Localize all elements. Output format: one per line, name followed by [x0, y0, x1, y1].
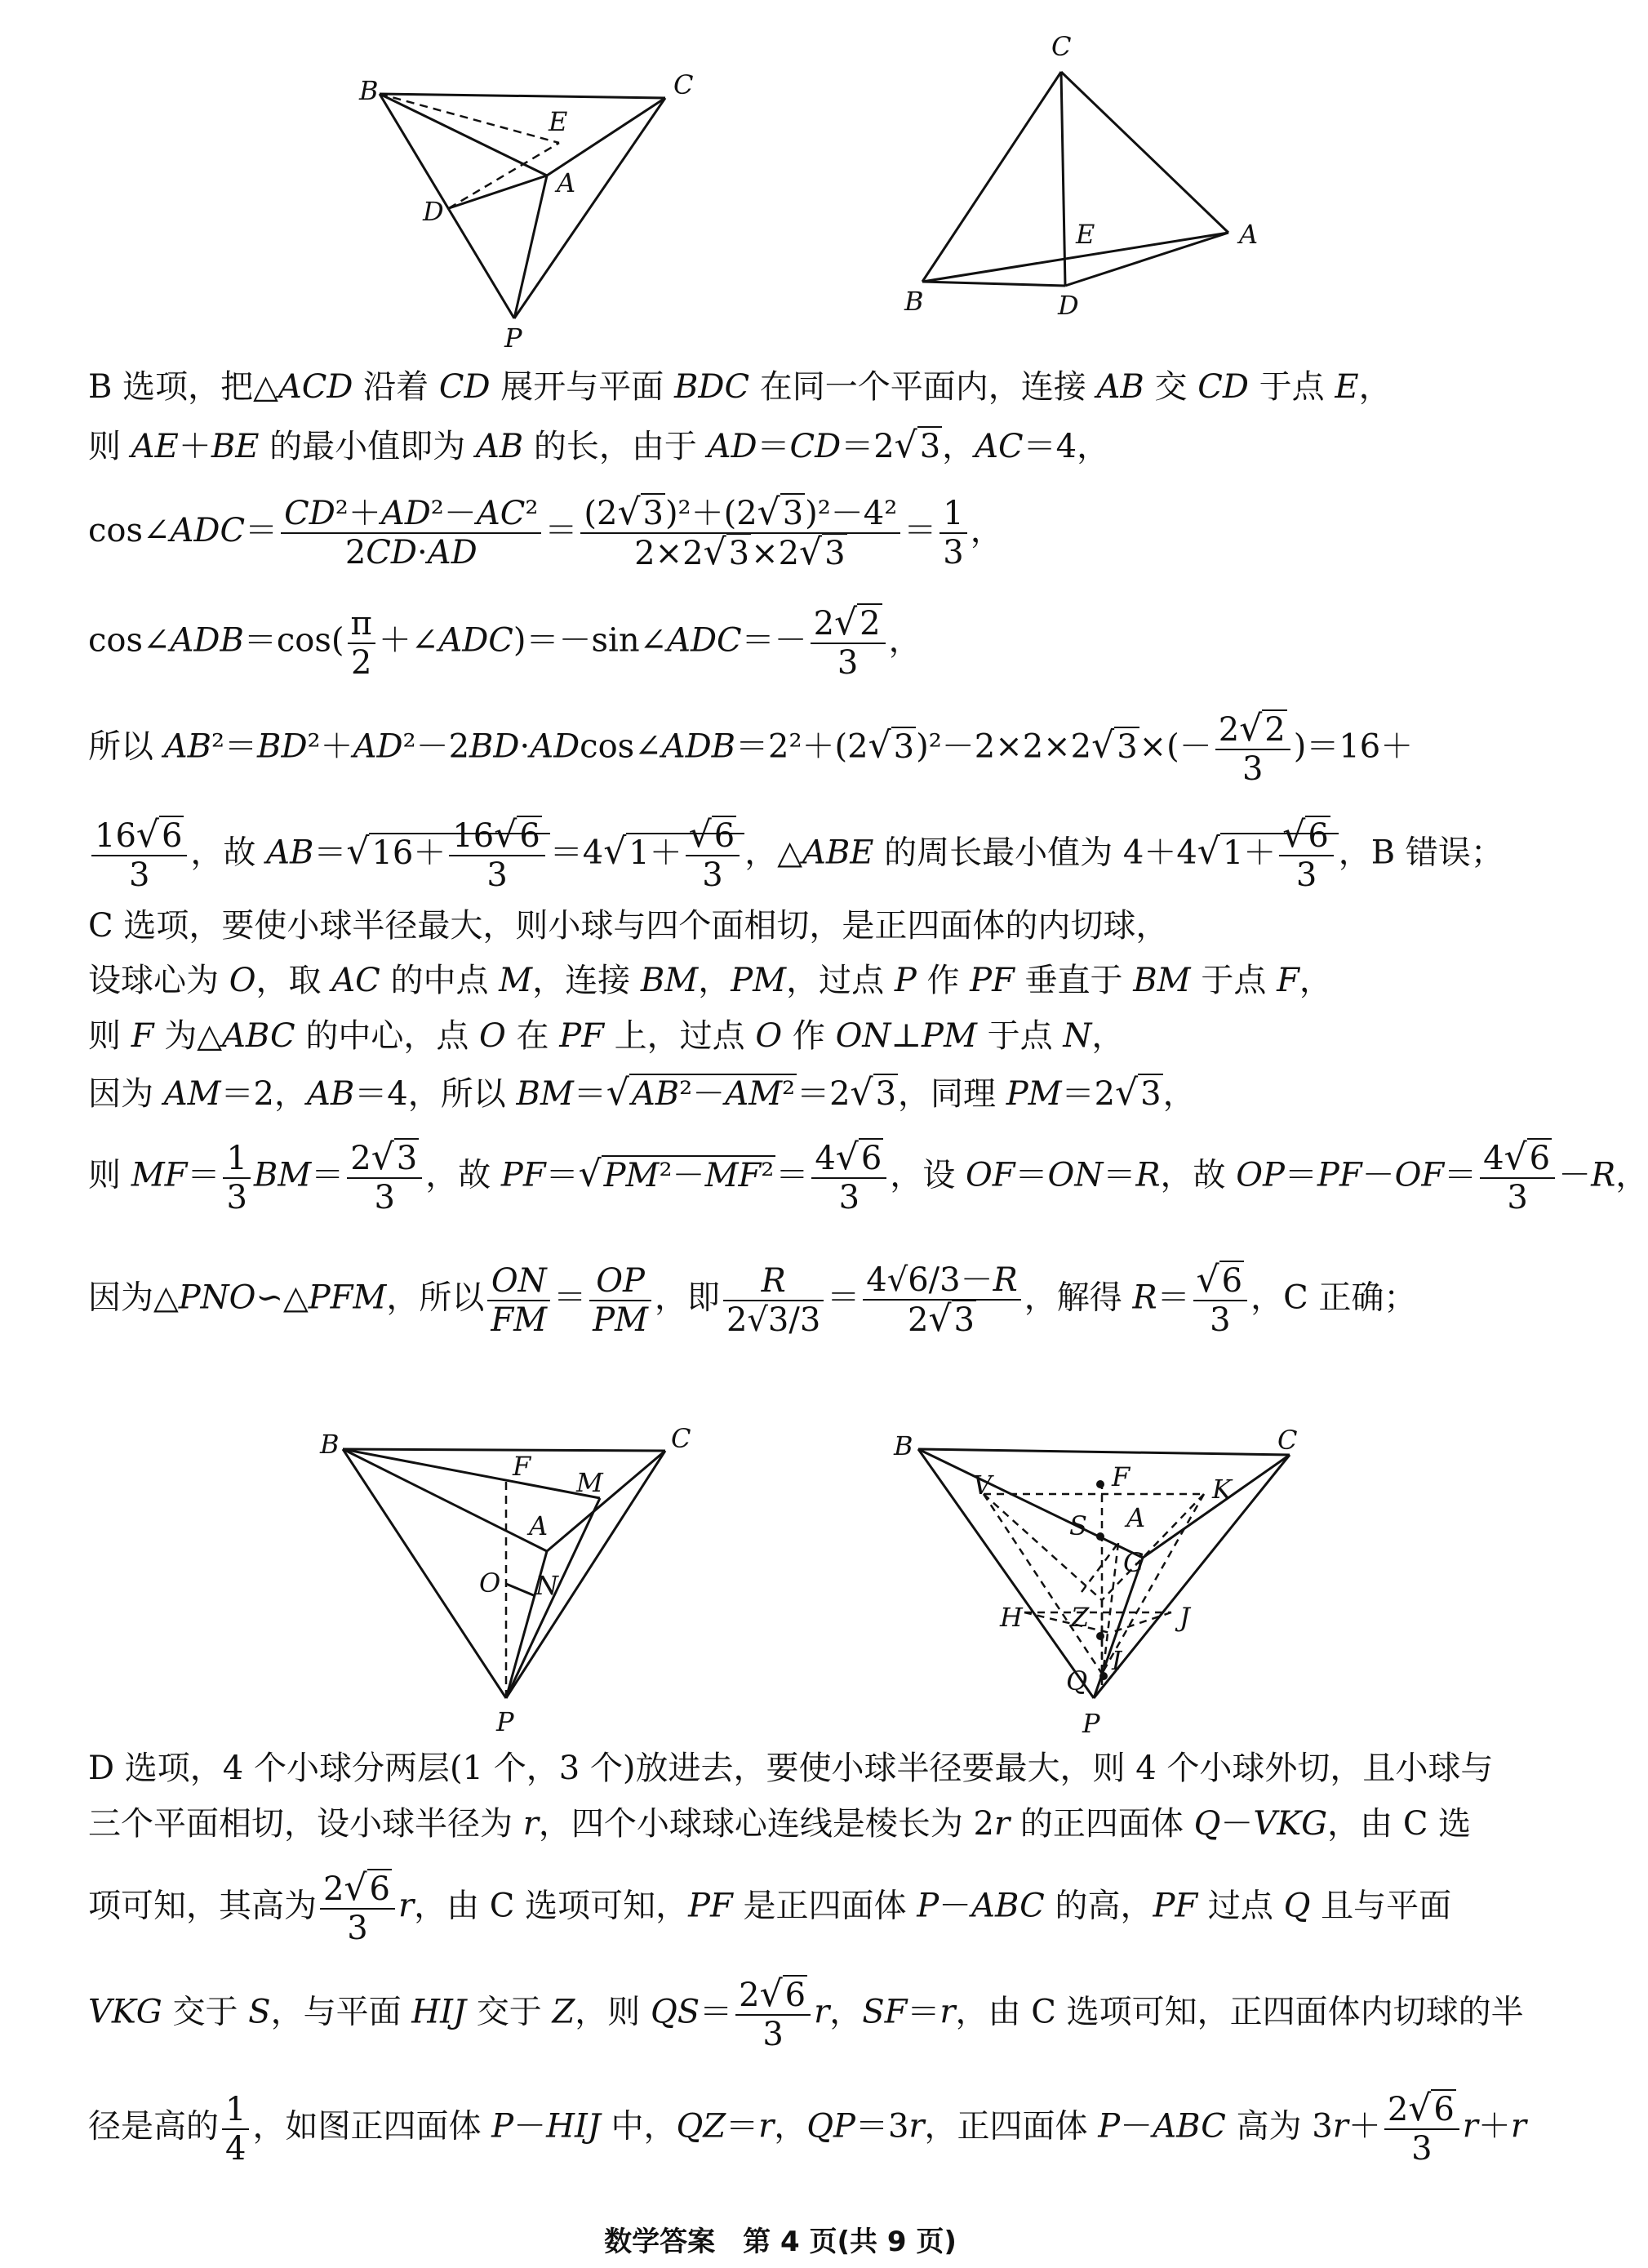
fig1-label-B: B — [359, 75, 379, 106]
c-option-line-4: 因为 AM＝2，AB＝4，所以 BM＝√AB²－AM²＝2√3，同理 PM＝2√3， — [88, 1072, 1196, 1114]
c-option-line-3: 则 F 为△ABC 的中心，点 O 在 PF 上，过点 O 作 ON⊥PM 于点 N， — [88, 1017, 1125, 1055]
figure-2-unfolded — [898, 24, 1273, 335]
fig4-label-A: A — [1126, 1502, 1146, 1533]
fig3-label-N: N — [535, 1570, 558, 1601]
fig2-label-E: E — [1076, 219, 1095, 250]
fig3-label-M: M — [576, 1467, 603, 1498]
fig4-label-Z: Z — [1071, 1602, 1090, 1633]
fig4-label-K: K — [1212, 1474, 1232, 1505]
fig4-label-V: V — [973, 1470, 993, 1501]
fig2-label-A: A — [1239, 219, 1259, 250]
b-option-line-2: 则 AE＋BE 的最小值即为 AB 的长，由于 AD＝CD＝2√3，AC＝4， — [88, 425, 1110, 466]
fig1-label-P: P — [504, 322, 522, 354]
fig3-label-F: F — [513, 1451, 531, 1482]
b-option-line-5: 所以 AB²＝BD²＋AD²－2BD·ADcos∠ADB＝2²＋(2√3)²－2×2×2√3×(－ $\frac{2√2}{3}$ )＝16＋ — [88, 708, 1414, 788]
fig4-label-S: S — [1069, 1510, 1087, 1541]
fig4-label-I: I — [1112, 1645, 1122, 1676]
fig3-label-B: B — [320, 1429, 340, 1460]
fig4-label-F: F — [1112, 1461, 1131, 1492]
fig4-label-G: G — [1123, 1547, 1144, 1578]
b-option-line-1: B 选项，把△ACD 沿着 CD 展开与平面 BDC 在同一个平面内，连接 AB 交 CD 于点 E， — [88, 368, 1392, 406]
fig3-label-O: O — [479, 1568, 501, 1599]
c-option-line-1: C 选项，要使小球半径最大，则小球与四个面相切，是正四面体的内切球， — [88, 907, 1169, 945]
figure-4-four-spheres — [882, 1412, 1306, 1755]
figure-1-tetrahedron — [343, 57, 726, 367]
b-option-line-4: cos∠ADB＝cos( $\frac{\pi}{2}$ ＋∠ADC)＝－sin∠ADC＝－ $\frac{2√2}{3}$ ， — [88, 602, 922, 682]
fig4-label-H: H — [1000, 1602, 1023, 1633]
b-option-line-6: $\frac{16√6}{3}$ ，故 AB＝√16＋ $\frac{16√6}{3}$ ＝4√1＋ $\frac{√6}{3}$ ，△ABE 的周长最小值为 4＋4√1＋ $\frac{√6}{3}$ ，B 错误； — [88, 816, 1512, 894]
fig1-label-A: A — [557, 167, 576, 198]
fig3-label-A: A — [529, 1510, 549, 1541]
fig4-label-B: B — [894, 1430, 913, 1461]
figure-3-inscribed-sphere — [310, 1416, 718, 1743]
fig1-label-E: E — [549, 106, 568, 137]
fig2-label-D: D — [1058, 290, 1079, 321]
d-option-line-3: 项可知，其高为 $\frac{2√6}{3}$ r，由 C 选项可知，PF 是正四面体 P－ABC 的高，PF 过点 Q 且与平面 — [88, 1867, 1452, 1947]
d-option-line-2: 三个平面相切，设小球半径为 r，四个小球球心连线是棱长为 2r 的正四面体 Q－VKG，由 C 选 — [88, 1805, 1472, 1843]
b-option-line-3: cos∠ADC＝ $\frac{\text{CD²＋AD²－AC²}}{2CD\cdot AD}$ ＝ $\frac{\text{(2√3)²＋(2√3)²－4²}}{2\times 2√3\times 2√3}$ ＝ $\frac{1}{3}$ ， — [88, 491, 1003, 573]
fig4-label-J: J — [1179, 1602, 1190, 1633]
c-option-line-5: 则 MF＝ $\frac{1}{3}$ BM＝ $\frac{2√3}{3}$ ，故 PF＝√PM²－MF²＝ $\frac{4√6}{3}$ ，设 OF＝ON＝R，故 OP＝PF－OF＝ $\frac{4√6}{3}$ －R， — [88, 1136, 1648, 1216]
page-footer: 数学答案 第 4 页(共 9 页) — [604, 2226, 957, 2258]
fig3-label-C: C — [671, 1423, 691, 1454]
d-option-line-1: D 选项，4 个小球分两层(1 个，3 个)放进去，要使小球半径要最大，则 4 个小球外切，且小球与 — [88, 1750, 1494, 1787]
fig4-label-Q: Q — [1066, 1665, 1088, 1697]
fig4-label-C: C — [1277, 1425, 1298, 1456]
d-option-line-4: VKG 交于 S，与平面 HIJ 交于 Z，则 QS＝ $\frac{2√6}{3}$ r，SF＝r，由 C 选项可知，正四面体内切球的半 — [88, 1973, 1524, 2053]
fig2-label-C: C — [1051, 31, 1072, 62]
c-option-line-6: 因为△PNO∽△PFM，所以 $\frac{ON}{FM}$ ＝ $\frac{OP}{PM}$ ，即 $\frac{R}{2√3/3}$ ＝ $\frac{4√6/3-R}{2√3}$ ，解得 R＝ $\frac{√6}{3}$ ，C 正确； — [88, 1259, 1417, 1340]
fig1-label-C: C — [673, 69, 694, 100]
fig4-label-P: P — [1082, 1708, 1100, 1739]
d-option-line-5: 径是高的 $\frac{1}{4}$ ，如图正四面体 P－HIJ 中，QZ＝r，QP＝3r，正四面体 P－ABC 高为 3r＋ $\frac{2√6}{3}$ r＋r — [88, 2088, 1527, 2168]
fig3-label-P: P — [496, 1706, 514, 1737]
fig1-label-D: D — [423, 196, 444, 227]
fig2-label-B: B — [904, 286, 924, 317]
c-option-line-2: 设球心为 O，取 AC 的中点 M，连接 BM，PM，过点 P 作 PF 垂直于 BM 于点 F， — [88, 962, 1332, 999]
